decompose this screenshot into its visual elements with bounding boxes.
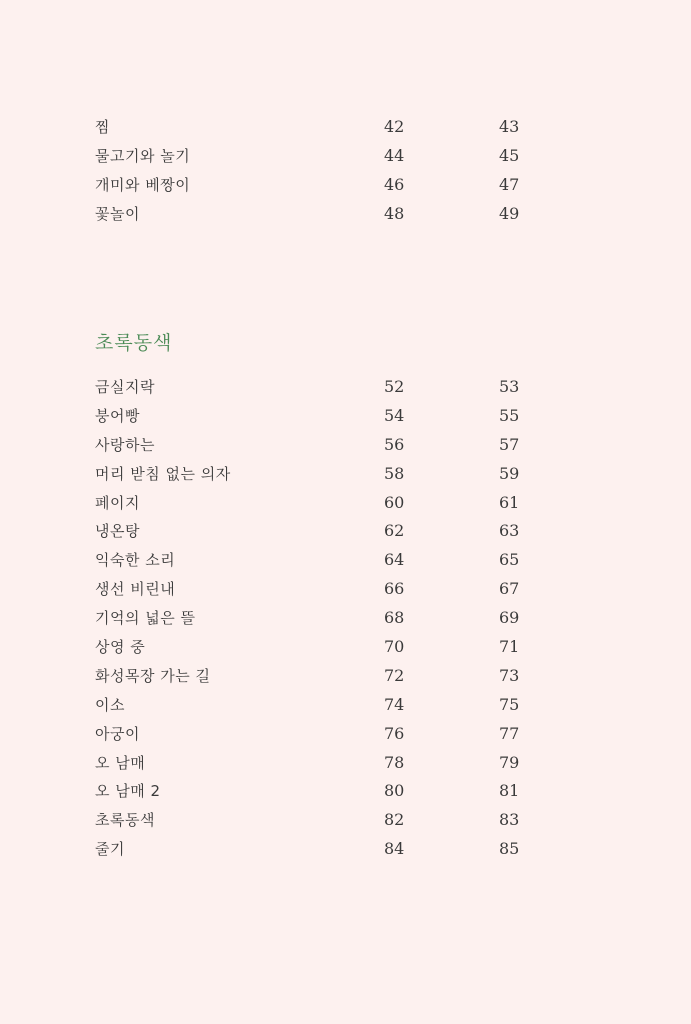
- toc-entry-page-right: 65: [499, 550, 520, 570]
- toc-entry: [95, 200, 535, 229]
- toc-entry: [95, 171, 535, 200]
- toc-entry-page-left: 60: [384, 492, 405, 512]
- toc-entry: [95, 691, 535, 720]
- toc-entry-page-right: 71: [499, 637, 520, 657]
- toc-entry-page-right: 55: [499, 405, 520, 425]
- toc-entry-page-left: 62: [384, 521, 405, 541]
- toc-entry-title: 오 남매 2: [95, 782, 161, 801]
- toc-entry: [95, 835, 535, 864]
- toc-entry-title: 페이지: [95, 493, 140, 512]
- toc-entry: [95, 662, 535, 691]
- toc-entry-page-left: 44: [384, 145, 405, 165]
- toc-entry-title: 생선 비린내: [95, 580, 176, 599]
- toc-entry-page-left: 66: [384, 579, 405, 599]
- toc-entry-page-right: 75: [499, 694, 520, 714]
- toc-entry-page-left: 46: [384, 174, 405, 194]
- toc-entry: [95, 142, 535, 171]
- toc-entry-page-left: 42: [384, 117, 405, 136]
- toc-entry: [95, 460, 535, 489]
- toc-entry: [95, 604, 535, 633]
- toc-list-section2: [95, 373, 535, 864]
- toc-entry-page-left: 70: [384, 637, 405, 657]
- toc-entry: [95, 373, 535, 402]
- toc-entry: [95, 777, 535, 806]
- toc-entry-title: 화성목장 가는 길: [95, 666, 211, 685]
- toc-entry: [95, 575, 535, 604]
- toc-entry-title: 금실지락: [95, 378, 155, 396]
- toc-entry-page-right: 79: [499, 752, 520, 772]
- toc-entry-title: 개미와 베짱이: [95, 175, 191, 194]
- toc-entry-title: 냉온탕: [95, 522, 140, 541]
- toc-entry-title: 머리 받침 없는 의자: [95, 464, 231, 483]
- toc-entry-title: 익숙한 소리: [95, 551, 176, 570]
- toc-entry-page-right: 85: [499, 839, 520, 859]
- toc-entry-page-right: 45: [499, 145, 520, 165]
- toc-entry-title: 아궁이: [95, 724, 140, 743]
- toc-entry: [95, 546, 535, 575]
- toc-entry-title: 사랑하는: [95, 435, 155, 454]
- toc-entry-title: 붕어빵: [95, 406, 140, 425]
- toc-entry-page-left: 52: [384, 377, 405, 396]
- toc-entry-page-left: 72: [384, 665, 405, 685]
- toc-entry-page-left: 58: [384, 463, 405, 483]
- toc-entry-page-right: 67: [499, 579, 520, 599]
- toc-entry: [95, 431, 535, 460]
- toc-entry-page-left: 82: [384, 810, 405, 830]
- toc-entry-title: 이소: [95, 695, 125, 714]
- toc-entry-page-left: 74: [384, 694, 405, 714]
- toc-entry-page-right: 83: [499, 810, 520, 830]
- toc-entry-page-right: 81: [499, 781, 520, 801]
- toc-entry: [95, 402, 535, 431]
- toc-entry-page-left: 84: [384, 839, 405, 859]
- toc-entry-page-left: 78: [384, 752, 405, 772]
- toc-entry-page-right: 63: [499, 521, 520, 541]
- toc-entry-page-right: 73: [499, 665, 520, 685]
- toc-entry-title: 찜: [95, 118, 110, 136]
- toc-entry-title: 물고기와 놀기: [95, 146, 191, 165]
- toc-entry-page-left: 56: [384, 434, 405, 454]
- toc-entry-page-right: 77: [499, 723, 520, 743]
- toc-entry-title: 초록동색: [95, 811, 155, 830]
- toc-entry-page-left: 76: [384, 723, 405, 743]
- toc-entry-title: 오 남매: [95, 753, 146, 772]
- toc-entry-page-right: 49: [499, 203, 520, 223]
- toc-entry-page-left: 48: [384, 203, 405, 223]
- toc-entry: [95, 517, 535, 546]
- toc-entry-page-right: 47: [499, 174, 520, 194]
- toc-list-section1: [95, 113, 535, 229]
- toc-entry: [95, 113, 535, 142]
- section-heading: 초록동색: [95, 332, 173, 354]
- toc-entry: [95, 489, 535, 518]
- toc-entry: [95, 633, 535, 662]
- toc-entry-title: 상영 중: [95, 638, 146, 657]
- toc-entry-page-left: 64: [384, 550, 405, 570]
- toc-entry-title: 꽃놀이: [95, 204, 140, 223]
- toc-entry: [95, 720, 535, 749]
- toc-entry-page-right: 61: [499, 492, 520, 512]
- toc-entry-page-right: 57: [499, 434, 520, 454]
- toc-entry-page-left: 68: [384, 608, 405, 628]
- toc-entry-page-left: 54: [384, 405, 405, 425]
- toc-entry-page-right: 69: [499, 608, 520, 628]
- toc-entry-page-right: 53: [499, 377, 520, 396]
- toc-entry-page-right: 43: [499, 117, 520, 136]
- toc-entry: [95, 749, 535, 778]
- toc-entry-page-right: 59: [499, 463, 520, 483]
- toc-entry-title: 기억의 넓은 뜰: [95, 609, 196, 628]
- toc-entry-page-left: 80: [384, 781, 405, 801]
- toc-entry-title: 줄기: [95, 840, 125, 859]
- toc-entry: [95, 806, 535, 835]
